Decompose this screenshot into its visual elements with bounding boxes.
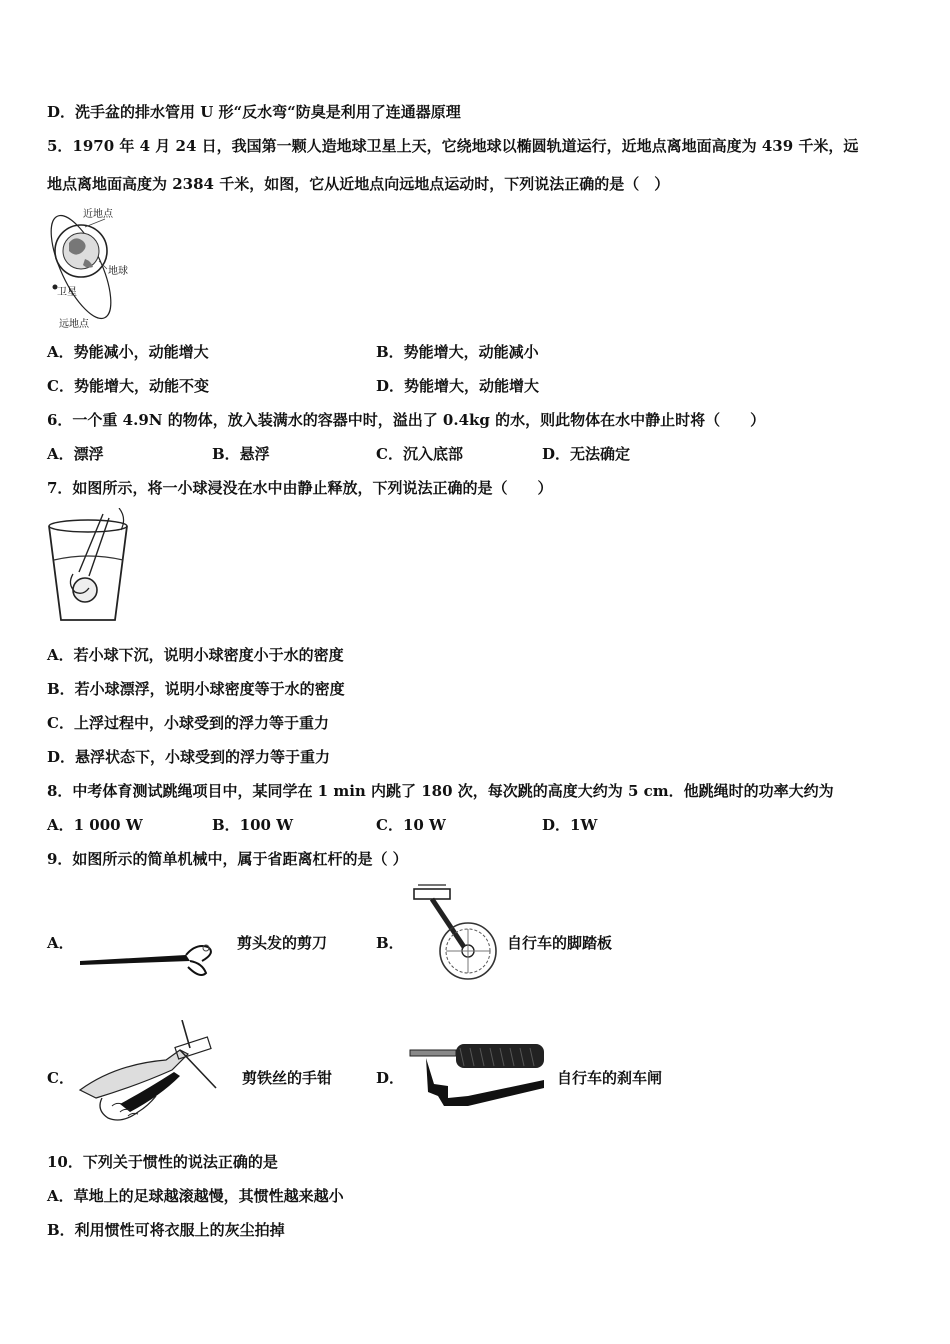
q9-option-b-caption: 自行车的脚踏板: [507, 934, 613, 952]
satellite-orbit-figure: [45, 205, 155, 330]
q7-option-d: D．悬浮状态下，小球受到的浮力等于重力: [47, 748, 331, 766]
q9-option-c-caption: 剪铁丝的手钳: [242, 1069, 333, 1087]
q9-option-d-letter: D．: [376, 1069, 405, 1087]
q5-option-a: A．势能减小，动能增大: [47, 343, 209, 361]
q6-option-b: B．悬浮: [212, 445, 270, 463]
label-apogee: 远地点: [59, 319, 89, 330]
q9-option-a-caption: 剪头发的剪刀: [237, 934, 328, 952]
q8-option-a: A．1 000 W: [47, 816, 143, 834]
brake-lever-figure: [408, 1040, 550, 1114]
label-satellite: 卫星: [57, 287, 77, 298]
q9-option-a-letter: A．: [47, 934, 74, 952]
q7-option-b: B．若小球漂浮，说明小球密度等于水的密度: [47, 680, 345, 698]
q7-option-a: A．若小球下沉，说明小球密度小于水的密度: [47, 646, 344, 664]
q5-stem-line1: 5．1970 年 4 月 24 日，我国第一颗人造地球卫星上天，它绕地球以椭圆轨道运行，近地点离地面高度为 439 千米，远: [47, 137, 859, 155]
bicycle-pedal-figure: [406, 883, 502, 983]
pliers-figure: [76, 1020, 246, 1124]
q8-option-c: C．10 W: [376, 816, 446, 834]
label-earth: 地球: [108, 266, 128, 277]
handlebar-grip-icon: [456, 1044, 544, 1068]
q10-stem: 10．下列关于惯性的说法正确的是: [47, 1153, 278, 1171]
q5-option-d: D．势能增大，动能增大: [376, 377, 540, 395]
q6-option-a: A．漂浮: [47, 445, 104, 463]
ball-icon: [73, 578, 97, 602]
q5-stem-line2: 地点离地面高度为 2384 千米，如图，它从近地点向远地点运动时，下列说法正确的是（ ）: [47, 175, 670, 193]
q6-option-c: C．沉入底部: [376, 445, 463, 463]
q9-stem: 9．如图所示的简单机械中，属于省距离杠杆的是（ ）: [47, 850, 408, 868]
q9-option-b-letter: B．: [376, 934, 404, 952]
q10-option-a: A．草地上的足球越滚越慢，其惯性越来越小: [47, 1187, 344, 1205]
label-perigee: 近地点: [83, 209, 113, 220]
q10-option-b: B．利用惯性可将衣服上的灰尘拍掉: [47, 1221, 285, 1239]
ball-in-water-figure: [45, 508, 135, 628]
scissors-icon: [80, 955, 190, 965]
q6-option-d: D．无法确定: [542, 445, 631, 463]
q8-option-b: B．100 W: [212, 816, 294, 834]
q9-option-d-caption: 自行车的刹车闸: [557, 1069, 663, 1087]
pedal-icon: [414, 889, 450, 899]
q6-stem: 6．一个重 4.9N 的物体，放入装满水的容器中时，溢出了 0.4kg 的水，则此物体在水中静止时将（ ）: [47, 411, 766, 429]
q5-option-c: C．势能增大，动能不变: [47, 377, 209, 395]
q7-stem: 7．如图所示，将一小球浸没在水中由静止释放，下列说法正确的是（ ）: [47, 479, 553, 497]
scissors-figure: [78, 935, 238, 979]
q4-option-d: D．洗手盆的排水管用 U 形“反水弯“防臭是利用了连通器原理: [47, 103, 461, 121]
q8-stem: 8．中考体育测试跳绳项目中，某同学在 1 min 内跳了 180 次，每次跳的高度大约为 5 cm．他跳绳时的功率大约为: [47, 782, 834, 800]
q7-option-c: C．上浮过程中，小球受到的浮力等于重力: [47, 714, 329, 732]
q8-option-d: D．1W: [542, 816, 598, 834]
q5-option-b: B．势能增大，动能减小: [376, 343, 539, 361]
q9-option-c-letter: C．: [47, 1069, 74, 1087]
